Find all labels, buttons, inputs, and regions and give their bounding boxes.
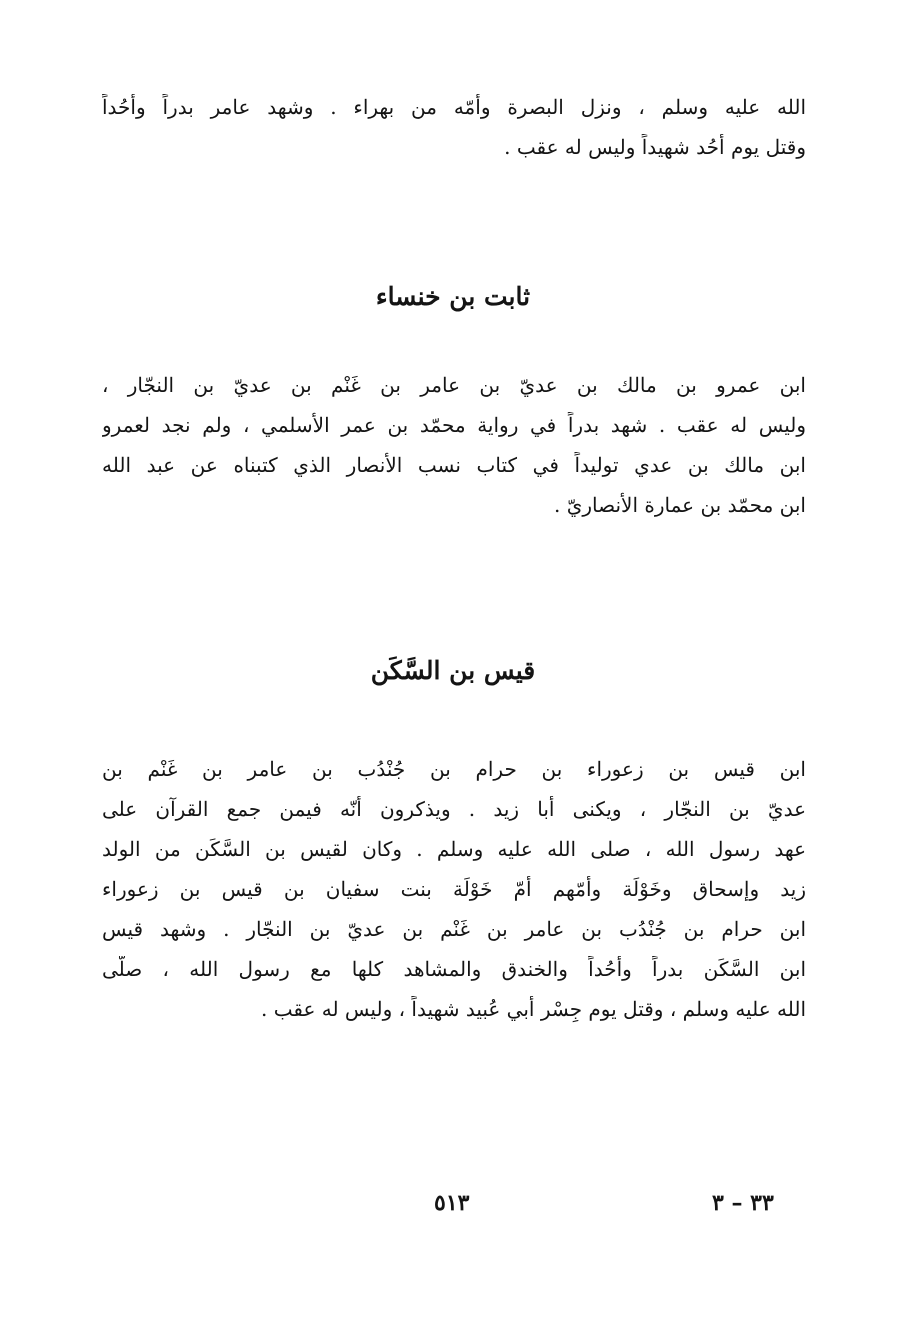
text-line: ابن عمرو بن مالك بن عديّ بن عامر بن غَنْم بن عديّ بن النجّار ،	[102, 373, 806, 397]
text-line: ابن قيس بن زعوراء بن حرام بن جُنْدُب بن عامر بن غَنْم بن	[102, 757, 806, 781]
text-line: الله عليه وسلم ، وقتل يوم جِسْر أبي عُبيد شهيداً ، وليس له عقب .	[261, 997, 806, 1021]
continuation-paragraph	[102, 94, 806, 174]
section-paragraph	[102, 372, 806, 532]
section-paragraph	[102, 756, 806, 1036]
text-line: وليس له عقب . شهد بدراً في رواية محمّد بن عمر الأسلمي ، ولم نجد لعمرو	[102, 413, 806, 437]
text-line: ابن مالك بن عدي توليداً في كتاب نسب الأنصار الذي كتبناه عن عبد الله	[102, 453, 806, 477]
signature-mark: ٣٣ – ٣	[712, 1190, 774, 1216]
text-line: عهد رسول الله ، صلى الله عليه وسلم . وكان لقيس بن السَّكَن من الولد	[102, 837, 806, 861]
text-line: ابن السَّكَن بدراً وأُحُداً والخندق والمشاهد كلها مع رسول الله ، صلّى	[102, 957, 806, 981]
text-line: عديّ بن النجّار ، ويكنى أبا زيد . ويذكرون أنّه فيمن جمع القرآن على	[102, 797, 806, 821]
page-number: ٥١٣	[434, 1190, 470, 1216]
text-line: ابن محمّد بن عمارة الأنصاريّ .	[554, 493, 806, 517]
section-title: قيس بن السَّكَن	[370, 656, 536, 685]
text-line: وقتل يوم أُحُد شهيداً وليس له عقب .	[504, 135, 806, 159]
text-line: ابن حرام بن جُنْدُب بن عامر بن غَنْم بن عديّ بن النجّار . وشهد قيس	[102, 917, 806, 941]
text-line: زيد وإسحاق وخَوْلَة وأمّهم أمّ خَوْلَة بنت سفيان بن قيس بن زعوراء	[102, 877, 806, 901]
text-line: الله عليه وسلم ، ونزل البصرة وأمّه من بهراء . وشهد عامر بدراً وأُحُداً	[102, 95, 806, 119]
section-title: ثابت بن خنساء	[375, 282, 531, 311]
